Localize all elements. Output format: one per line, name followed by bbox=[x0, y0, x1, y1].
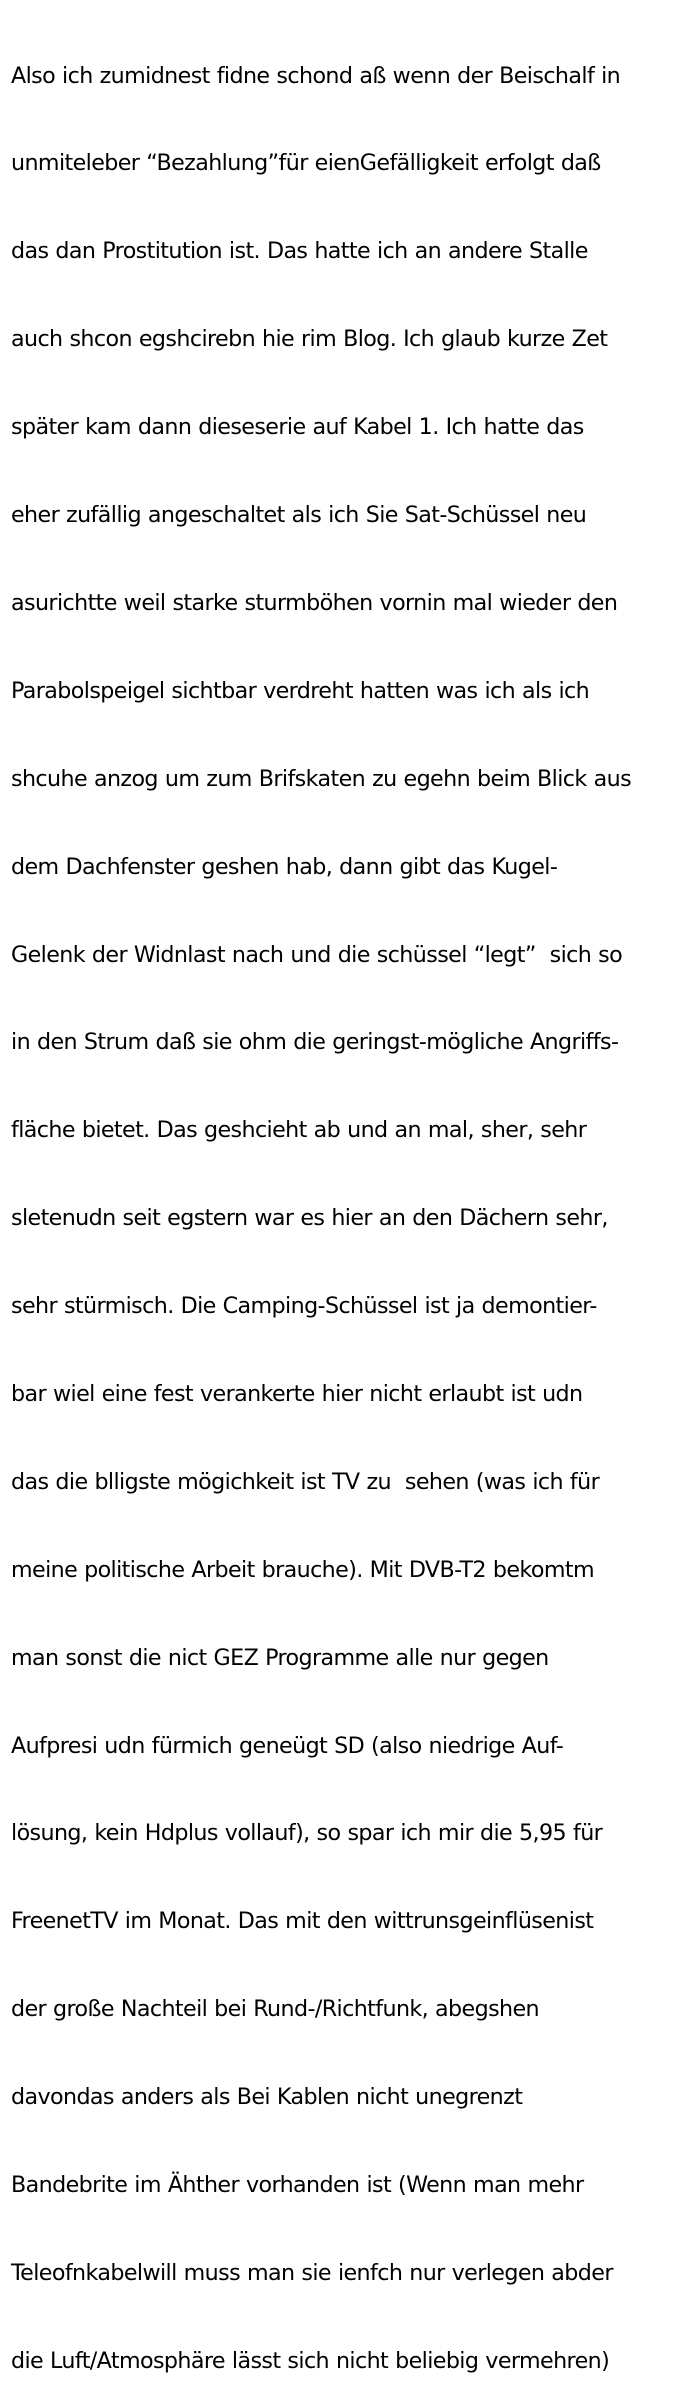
text-line: dem Dachfenster geshen hab, dann gibt das Kugel- bbox=[11, 853, 558, 880]
text-line: eher zufällig angeschaltet als ich Sie Sat-Schüssel neu bbox=[11, 502, 587, 529]
text-line: später kam dann dieseserie auf Kabel 1. Ich hatte das bbox=[11, 414, 584, 441]
text-line: in den Strum daß sie ohm die geringst-mögliche Angriffs- bbox=[11, 1029, 619, 1056]
text-line: sletenudn seit egstern war es hier an den Dächern sehr, bbox=[11, 1205, 608, 1232]
text-line: asurichtte weil starke sturmböhen vornin mal wieder den bbox=[11, 589, 618, 616]
text-line: Teleofnkabelwill muss man sie ienfch nur verlegen abder bbox=[11, 2259, 613, 2286]
text-line: Aufpresi udn fürmich geneügt SD (also niedrige Auf- bbox=[11, 1732, 564, 1759]
text-line: das dan Prostitution ist. Das hatte ich an andere Stalle bbox=[11, 238, 588, 265]
text-line: bar wiel eine fest verankerte hier nicht erlaubt ist udn bbox=[11, 1380, 583, 1407]
text-line: sehr stürmisch. Die Camping-Schüssel ist ja demontier- bbox=[11, 1293, 597, 1320]
text-line: meine politische Arbeit brauche). Mit DVB-T2 bekomtm bbox=[11, 1556, 594, 1583]
text-line: der große Nachteil bei Rund-/Richtfunk, abegshen bbox=[11, 1996, 540, 2023]
text-line: fläche bietet. Das geshcieht ab und an mal, sher, sehr bbox=[11, 1117, 587, 1144]
text-line: davondas anders als Bei Kablen nicht unegrenzt bbox=[11, 2084, 523, 2111]
document-body bbox=[11, 3, 681, 2405]
text-line: Bandebrite im Ähther vorhanden ist (Wenn man mehr bbox=[11, 2171, 584, 2198]
text-line: lösung, kein Hdplus vollauf), so spar ich mir die 5,95 für bbox=[11, 1820, 603, 1847]
text-line: unmiteleber “Bezahlung”für eienGefälligkeit erfolgt daß bbox=[11, 150, 601, 177]
text-line: Gelenk der Widnlast nach und die schüssel “legt” sich so bbox=[11, 941, 623, 968]
text-line: FreenetTV im Monat. Das mit den wittrunsgeinflüsenist bbox=[11, 1908, 594, 1935]
text-line: shcuhe anzog um zum Brifskaten zu egehn beim Blick aus bbox=[11, 765, 632, 792]
text-line: das die blligste mögichkeit ist TV zu sehen (was ich für bbox=[11, 1468, 600, 1495]
text-line: die Luft/Atmosphäre lässt sich nicht beliebig vermehren) bbox=[11, 2347, 610, 2374]
text-line: man sonst die nict GEZ Programme alle nur gegen bbox=[11, 1644, 549, 1671]
text-line: Also ich zumidnest fidne schond aß wenn der Beischalf in bbox=[11, 62, 621, 89]
text-line: auch shcon egshcirebn hie rim Blog. Ich glaub kurze Zet bbox=[11, 326, 608, 353]
text-line: Parabolspeigel sichtbar verdreht hatten was ich als ich bbox=[11, 677, 590, 704]
